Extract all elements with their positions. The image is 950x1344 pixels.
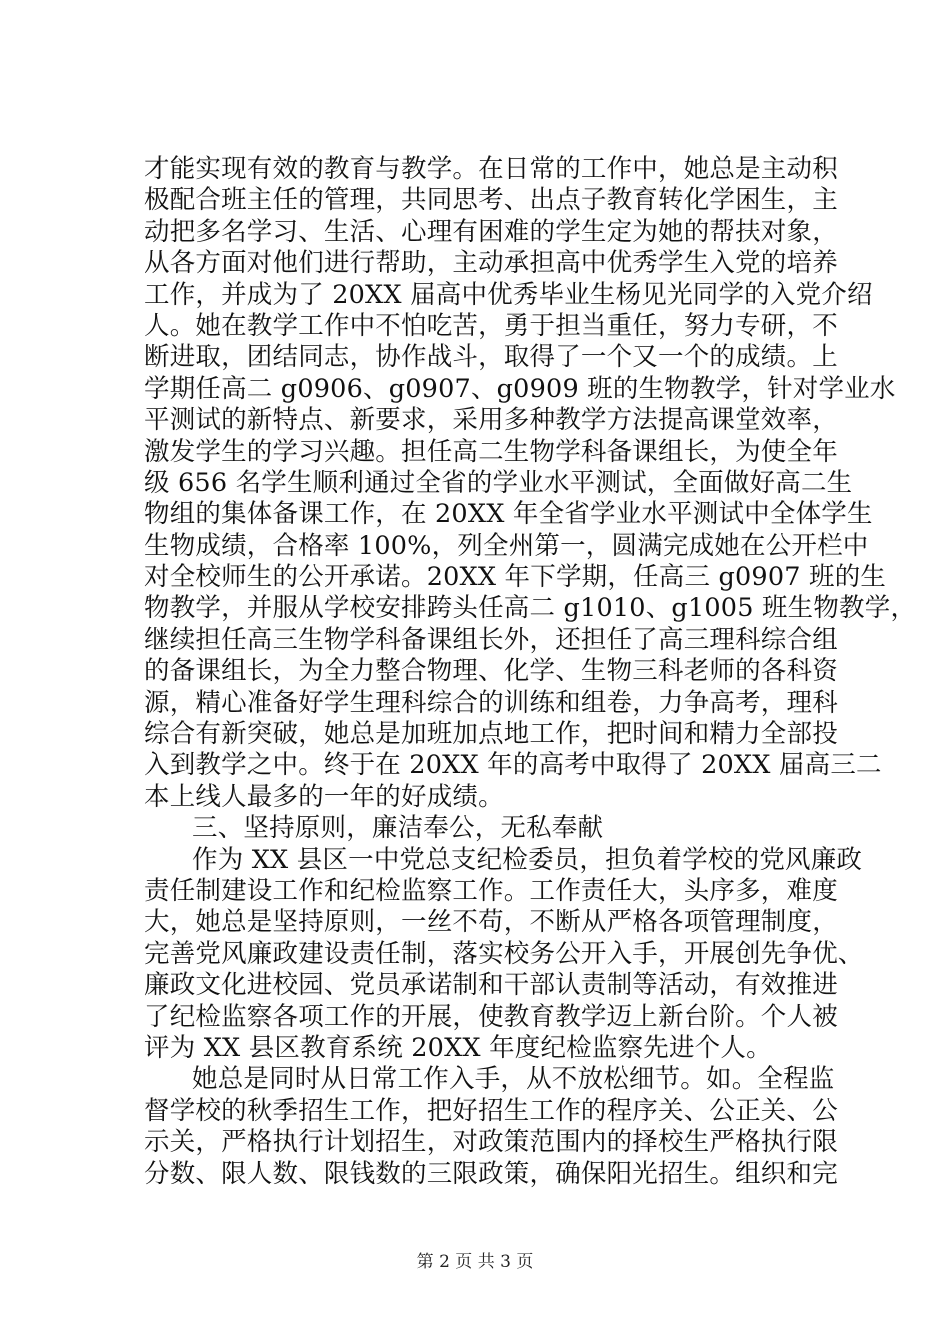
page-footer: 第 2 页 共 3 页 bbox=[416, 1252, 534, 1272]
text-line: 继续担任高三生物学科备课组长外，还担任了高三理科综合组 bbox=[144, 624, 838, 655]
document-body bbox=[144, 154, 917, 1190]
text-line: 大，她总是坚持原则，一丝不苟，不断从严格各项管理制度， bbox=[144, 907, 838, 938]
text-line: 从各方面对他们进行帮助，主动承担高中优秀学生入党的培养 bbox=[144, 248, 838, 279]
text-line: 综合有新突破，她总是加班加点地工作，把时间和精力全部投 bbox=[144, 719, 838, 750]
text-line: 源，精心准备好学生理科综合的训练和组卷，力争高考，理科 bbox=[144, 687, 838, 718]
text-line: 三、坚持原则，廉洁奉公，无私奉献 bbox=[192, 813, 604, 844]
text-line: 评为 XX 县区教育系统 20XX 年度纪检监察先进个人。 bbox=[144, 1032, 772, 1063]
text-line: 极配合班主任的管理，共同思考、出点子教育转化学困生，主 bbox=[144, 185, 838, 216]
text-line: 对全校师生的公开承诺。20XX 年下学期，任高三 g0907 班的生 bbox=[144, 562, 887, 593]
text-line: 物教学，并服从学校安排跨头任高二 g1010、g1005 班生物教学， bbox=[144, 593, 917, 624]
text-line: 学期任高二 g0906、g0907、g0909 班的生物教学，针对学业水 bbox=[144, 373, 896, 404]
text-line: 生物成绩，合格率 100%，列全州第一，圆满完成她在公开栏中 bbox=[144, 530, 869, 561]
text-line: 的备课组长，为全力整合物理、化学、生物三科老师的各科资 bbox=[144, 656, 838, 687]
text-line: 责任制建设工作和纪检监察工作。工作责任大，头序多，难度 bbox=[144, 875, 838, 906]
text-line: 督学校的秋季招生工作，把好招生工作的程序关、公正关、公 bbox=[144, 1095, 838, 1126]
text-line: 断进取，团结同志，协作战斗，取得了一个又一个的成绩。上 bbox=[144, 342, 838, 373]
text-line: 平测试的新特点、新要求，采用多种教学方法提高课堂效率， bbox=[144, 405, 838, 436]
text-line: 示关，严格执行计划招生，对政策范围内的择校生严格执行限 bbox=[144, 1127, 838, 1158]
text-line: 作为 XX 县区一中党总支纪检委员，担负着学校的党风廉政 bbox=[192, 844, 863, 875]
text-line: 级 656 名学生顺利通过全省的学业水平测试，全面做好高二生 bbox=[144, 467, 853, 498]
text-line: 她总是同时从日常工作入手，从不放松细节。如。全程监 bbox=[192, 1064, 835, 1095]
text-line: 物组的集体备课工作，在 20XX 年全省学业水平测试中全体学生 bbox=[144, 499, 873, 530]
text-line: 完善党风廉政建设责任制，落实校务公开入手，开展创先争优、 bbox=[144, 938, 864, 969]
text-line: 激发学生的学习兴趣。担任高二生物学科备课组长，为使全年 bbox=[144, 436, 838, 467]
text-line: 了纪检监察各项工作的开展，使教育教学迈上新台阶。个人被 bbox=[144, 1001, 838, 1032]
text-line: 人。她在教学工作中不怕吃苦，勇于担当重任，努力专研，不 bbox=[144, 310, 838, 341]
text-line: 廉政文化进校园、党员承诺制和干部认责制等活动，有效推进 bbox=[144, 970, 838, 1001]
text-line: 分数、限人数、限钱数的三限政策，确保阳光招生。组织和完 bbox=[144, 1158, 838, 1189]
text-line: 动把多名学习、生活、心理有困难的学生定为她的帮扶对象， bbox=[144, 216, 838, 247]
text-line: 才能实现有效的教育与教学。在日常的工作中，她总是主动积 bbox=[144, 154, 838, 184]
text-line: 入到教学之中。终于在 20XX 年的高考中取得了 20XX 届高三二 bbox=[144, 750, 882, 781]
text-line: 工作，并成为了 20XX 届高中优秀毕业生杨见光同学的入党介绍 bbox=[144, 279, 873, 310]
text-line: 本上线人最多的一年的好成绩。 bbox=[144, 781, 504, 812]
